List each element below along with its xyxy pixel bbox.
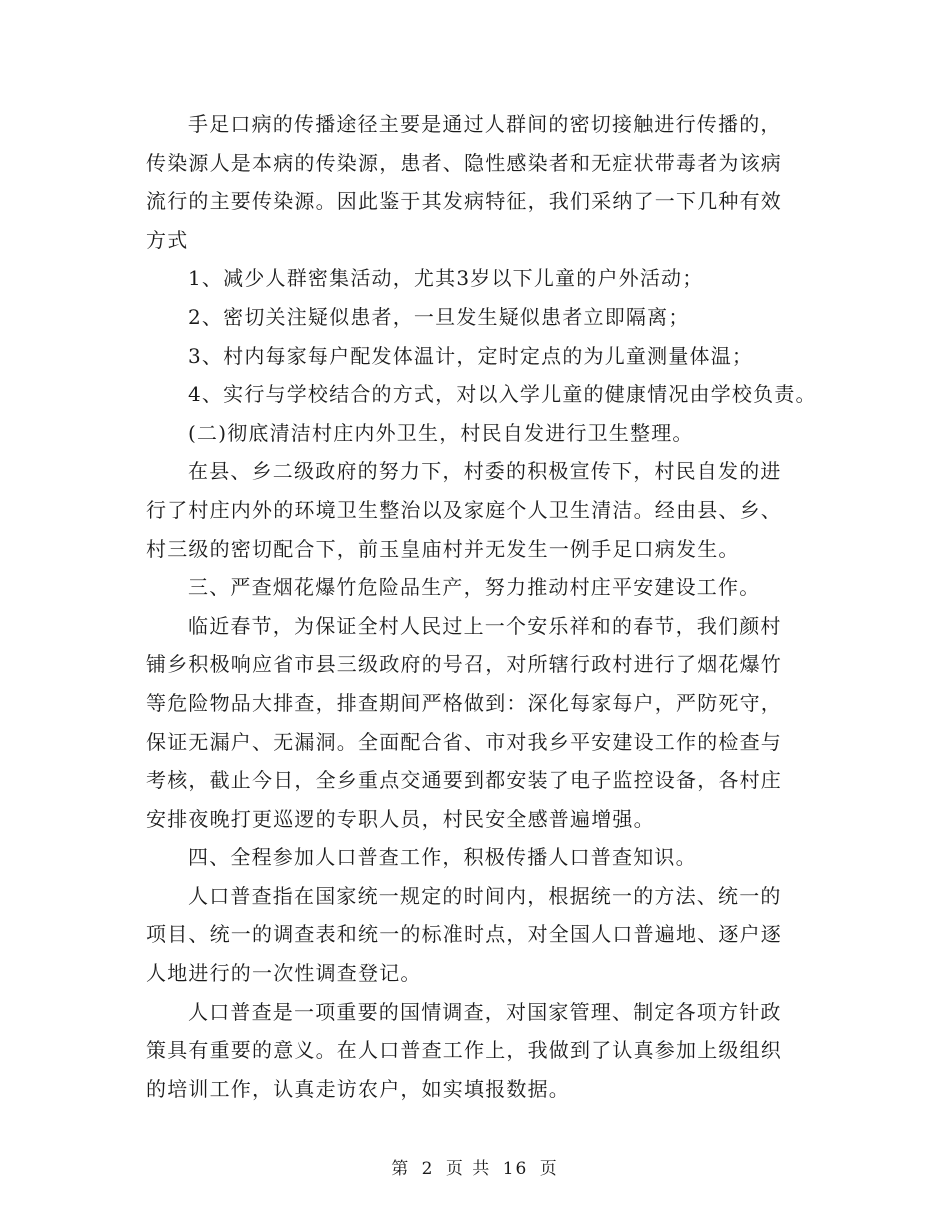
text-line: 行了村庄内外的环境卫生整治以及家庭个人卫生清洁。经由县、乡、 bbox=[146, 497, 782, 522]
text-line: 的培训工作，认真走访农户，如实填报数据。 bbox=[146, 1076, 570, 1101]
footer-suffix: 页 bbox=[539, 1159, 559, 1179]
text-line: 3、村内每家每户配发体温计，定时定点的为儿童测量体温； bbox=[188, 343, 754, 368]
text-line: 项目、统一的调查表和统一的标准时点，对全国人口普遍地、逐户逐 bbox=[146, 922, 782, 947]
page-footer bbox=[0, 1154, 950, 1179]
text-line: 4、实行与学校结合的方式，对以入学儿童的健康情况由学校负责。 bbox=[188, 382, 817, 407]
text-line: 方式 bbox=[146, 227, 189, 252]
text-line: 考核，截止今日，全乡重点交通要到都安装了电子监控设备，各村庄 bbox=[146, 768, 782, 793]
current-page-number: 2 bbox=[421, 1159, 435, 1179]
text-line: 保证无漏户、无漏洞。全面配合省、市对我乡平安建设工作的检查与 bbox=[146, 729, 782, 754]
text-line: 在县、乡二级政府的努力下，村委的积极宣传下，村民自发的进 bbox=[188, 459, 782, 484]
text-line: 1、减少人群密集活动，尤其3岁以下儿童的户外活动； bbox=[188, 266, 704, 291]
text-line: (二)彻底清洁村庄内外卫生，村民自发进行卫生整理。 bbox=[188, 420, 694, 445]
footer-middle: 页 共 bbox=[445, 1159, 492, 1179]
text-line: 人地进行的一次性调查登记。 bbox=[146, 961, 422, 986]
text-line: 三、严查烟花爆竹危险品生产，努力推动村庄平安建设工作。 bbox=[188, 575, 761, 600]
body-text bbox=[146, 105, 836, 1108]
text-line: 人口普查是一项重要的国情调查，对国家管理、制定各项方针政 bbox=[188, 999, 782, 1024]
text-line: 村三级的密切配合下，前玉皇庙村并无发生一例手足口病发生。 bbox=[146, 536, 740, 561]
text-line: 四、全程参加人口普查工作，积极传播人口普查知识。 bbox=[188, 845, 697, 870]
text-line: 临近春节，为保证全村人民过上一个安乐祥和的春节，我们颜村 bbox=[188, 613, 782, 638]
text-line: 传染源人是本病的传染源，患者、隐性感染者和无症状带毒者为该病 bbox=[146, 150, 782, 175]
text-line: 策具有重要的意义。在人口普查工作上，我做到了认真参加上级组织 bbox=[146, 1038, 782, 1063]
text-line: 人口普查指在国家统一规定的时间内，根据统一的方法、统一的 bbox=[188, 883, 782, 908]
text-line: 流行的主要传染源。因此鉴于其发病特征，我们采纳了一下几种有效 bbox=[146, 189, 782, 214]
text-line: 手足口病的传播途径主要是通过人群间的密切接触进行传播的， bbox=[188, 112, 782, 136]
footer-prefix: 第 bbox=[391, 1159, 411, 1179]
text-line: 等危险物品大排查，排查期间严格做到：深化每家每户，严防死守， bbox=[146, 690, 782, 715]
text-line: 2、密切关注疑似患者，一旦发生疑似患者立即隔离； bbox=[188, 304, 690, 329]
text-line: 铺乡积极响应省市县三级政府的号召，对所辖行政村进行了烟花爆竹 bbox=[146, 652, 782, 677]
text-line: 安排夜晚打更巡逻的专职人员，村民安全感普遍增强。 bbox=[146, 806, 655, 831]
total-pages: 16 bbox=[502, 1159, 529, 1179]
